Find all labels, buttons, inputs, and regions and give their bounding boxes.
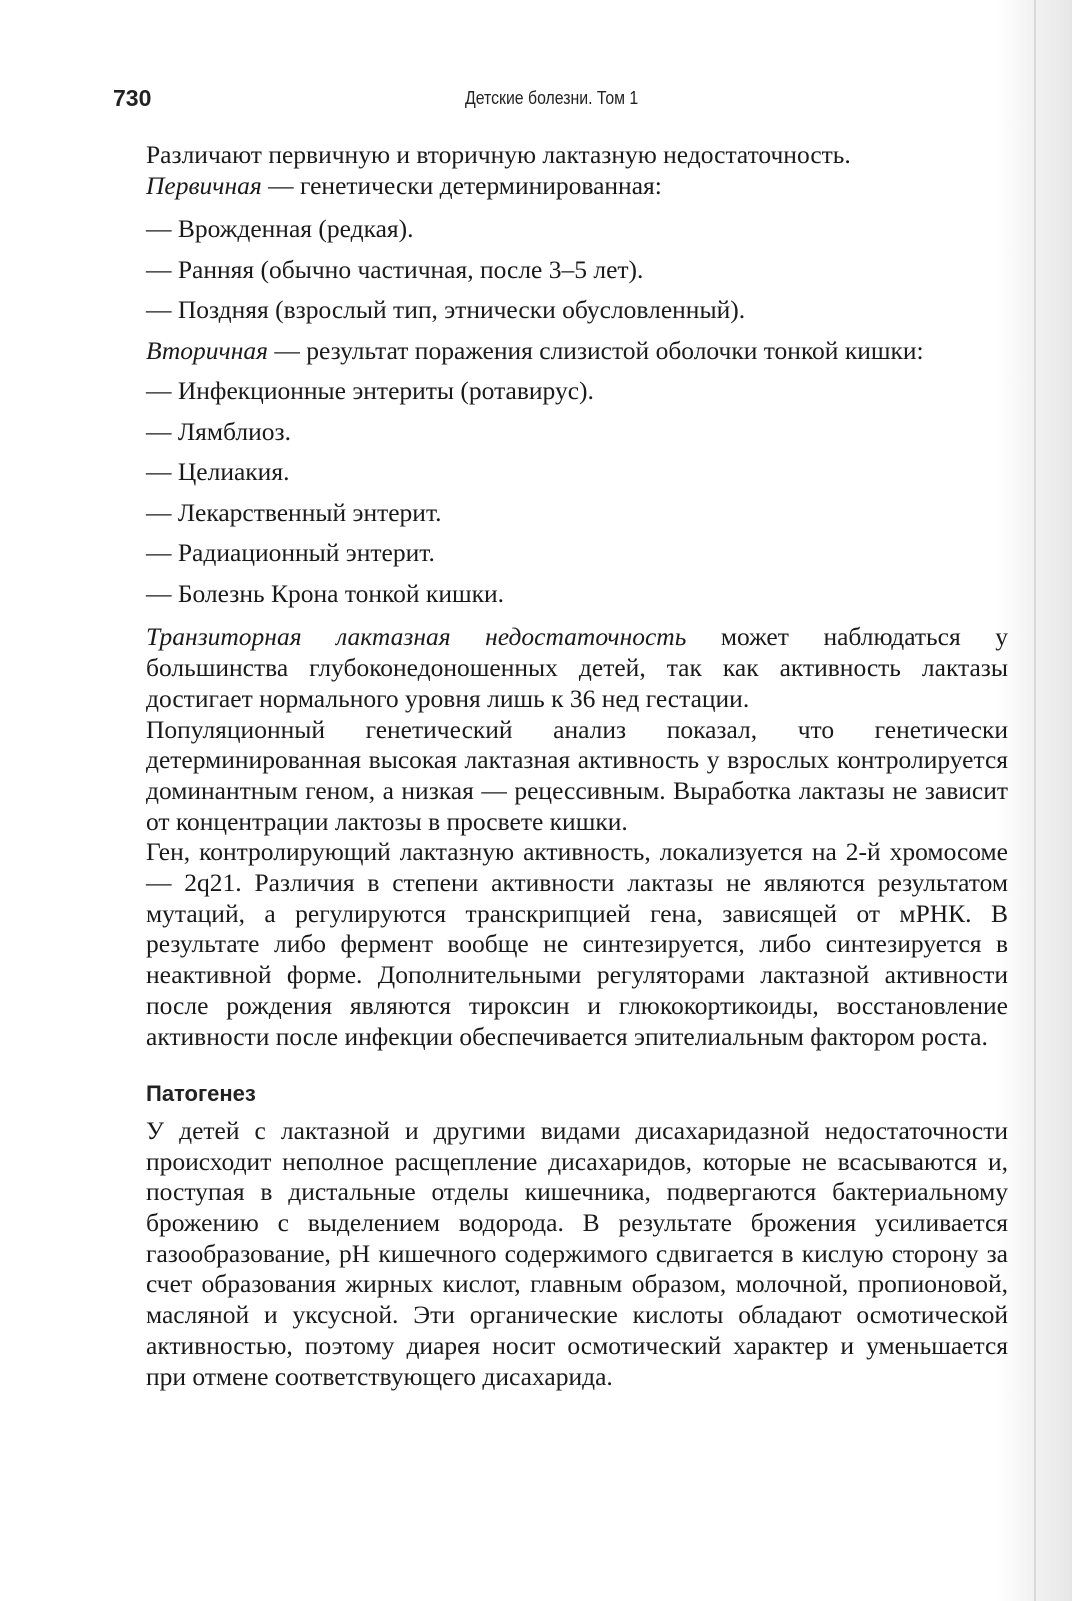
population-paragraph: Популяционный генетический анализ показал, что генетически детерминированная высокая лактазная активность у взрослых контролируется доминантным геном, а низкая — рецессивным. Выработка лактазы не зависит от концентрации лактозы в просвете кишки. [146,714,1008,836]
transient-text: может наблюдаться у большинства глубоконедоношенных детей, так как активность лактазы достигает нормального уровня лишь к 36 нед гестации. [146,622,1008,713]
page-body [146,140,1008,1392]
list-item: — Целиакия. [146,457,290,487]
section-heading-pathogenesis: Патогенез [146,1081,256,1107]
list-item: — Лямблиоз. [146,416,291,446]
list-item: — Ранняя (обычно частичная, после 3–5 лет). [146,254,644,284]
list-item: — Радиационный энтерит. [146,538,435,568]
list-item: — Поздняя (взрослый тип, этнически обусловленный). [146,295,746,325]
secondary-list [146,371,1008,614]
transient-term: Транзиторная лактазная недостаточность [146,622,687,652]
gene-paragraph: Ген, контролирующий лактазную активность, локализуется на 2-й хромосоме — 2q21. Различия в степени активности лактазы не являются результатом мутаций, а регулируются транскрипцией гена, зависящей от мРНК. В результате либо фермент вообще не синтезируется, либо синтезируется в неактивной форме. Дополнительными регуляторами лактазной активности после рождения являются тироксин и глюкокортикоиды, восстановление активности после инфекции обеспечивается эпителиальным фактором роста. [146,837,1008,1051]
list-item: — Лекарственный энтерит. [146,497,442,527]
intro-line: Различают первичную и вторичную лактазную недостаточность. [146,140,851,169]
primary-term: Первичная [146,170,262,200]
pathogenesis-paragraph: У детей с лактазной и другими видами дисахаридазной недостаточности происходит неполное расщепление дисахаридов, которые не всасываются и, поступая в дистальные отделы кишечника, подвергаются бактериальному брожению с выделением водорода. В результате брожения усиливается газообразование, pH кишечного содержимого сдвигается в кислую сторону за счет образования жирных кислот, главным образом, молочной, пропионовой, масляной и уксусной. Эти органические кислоты обладают осмотической активностью, поэтому диарея носит осмотический характер и уменьшается при отмене соответствующего дисахарида. [146,1115,1008,1391]
list-item: — Болезнь Крона тонкой кишки. [146,578,505,608]
primary-definition [146,171,1008,202]
page-number: 730 [113,85,152,111]
secondary-term: Вторичная [146,335,268,365]
primary-list [146,209,1008,331]
running-title: Детские болезни. Том 1 [465,88,639,108]
primary-definition-text: — генетически детерминированная: [261,170,662,200]
page-edge-shadow [1034,0,1036,1601]
list-item: — Врожденная (редкая). [146,214,414,244]
transient-paragraph [146,622,1008,714]
list-item: — Инфекционные энтериты (ротавирус). [146,376,594,406]
secondary-definition-text: — результат поражения слизистой оболочки тонкой кишки: [267,335,924,365]
secondary-definition [146,331,1008,372]
